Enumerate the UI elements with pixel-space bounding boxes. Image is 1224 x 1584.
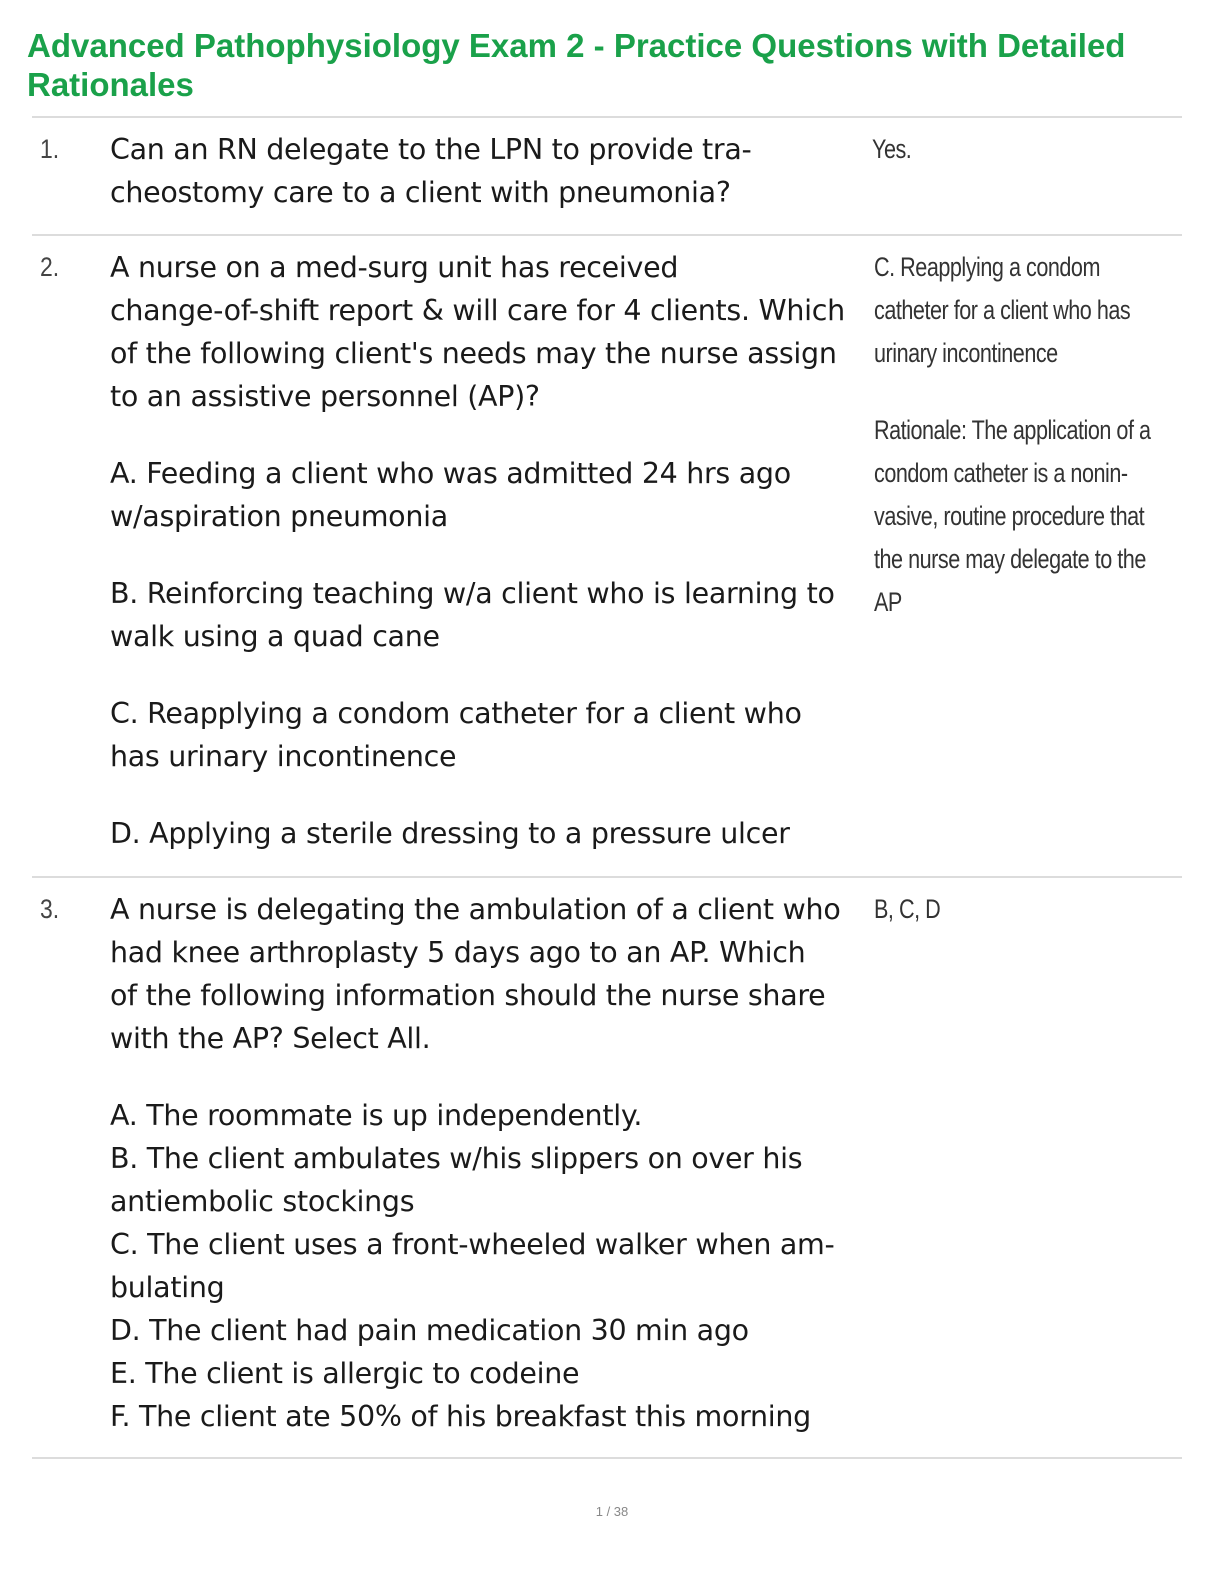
card-number: 3. [40,894,60,924]
divider [32,234,1182,236]
rationale: Rationale: The application of a condom catheter is a nonin- vasive, routine procedure that the nurse may delegate to the AP [874,415,1151,617]
card-question: A nurse on a med-surg unit has received change-of-shift report & will care for 4 clients. Which of the following client's needs may the nurse assign to an assistive personnel (AP)? A. Feeding a client who was admitted 24 hrs ago w/aspiration pneumonia B. Reinforcing teaching w/a client who is learning to walk using a quad cane C. Reapplying a condom catheter for a client who has urinary incontinence D. Applying a sterile dressing to a pressure ulcer [110,246,880,855]
divider [32,116,1182,118]
option-b: B. The client ambulates w/his slippers on over his [110,1142,803,1175]
option-f: F. The client ate 50% of his breakfast this morning [110,1400,811,1433]
card-number: 2. [40,252,60,282]
flashcard-2 [32,246,1182,866]
divider [32,1457,1182,1459]
option-d: D. The client had pain medication 30 min ago [110,1314,749,1347]
card-number: 1. [40,134,60,164]
page-indicator: 1 / 38 [595,1504,629,1519]
card-question: A nurse is delegating the ambulation of a client who had knee arthroplasty 5 days ago to an AP. Which of the following information should the nurse share with the AP? Select All. A. The roommate is up independently. B. The client ambulates w/his slippers on over his antiembolic stockings C. The client uses a front-wheeled walker when am- bulating D. The client had pain medication 30 min ago E. The client is allergic to codeine F. The client ate 50% of his breakfast this morning [110,888,880,1438]
document-title: Advanced Pathophysiology Exam 2 - Practice Questions with Detailed Rationales [27,27,1126,103]
card-question: Can an RN delegate to the LPN to provide tra- cheostomy care to a client with pneumonia? [110,133,752,209]
flashcard-3 [32,888,1182,1448]
option-b: B. Reinforcing teaching w/a client who is learning to [110,577,835,610]
card-answer: Yes. [872,134,912,164]
flashcard-1 [32,128,1182,218]
option-a: A. Feeding a client who was admitted 24 hrs ago [110,457,791,490]
card-answer: C. Reapplying a condom catheter for a client who has urinary incontinence Rationale: The application of a condom catheter is a nonin- vasive, routine procedure that the nurse may delegate to the AP [874,246,1184,624]
option-c: C. Reapplying a condom catheter for a client who [110,697,802,730]
card-answer: B, C, D [874,894,941,924]
option-c: C. The client uses a front-wheeled walker when am- [110,1228,835,1261]
divider [32,876,1182,878]
option-e: E. The client is allergic to codeine [110,1357,580,1390]
option-d: D. Applying a sterile dressing to a pressure ulcer [110,817,790,850]
option-a: A. The roommate is up independently. [110,1099,643,1132]
